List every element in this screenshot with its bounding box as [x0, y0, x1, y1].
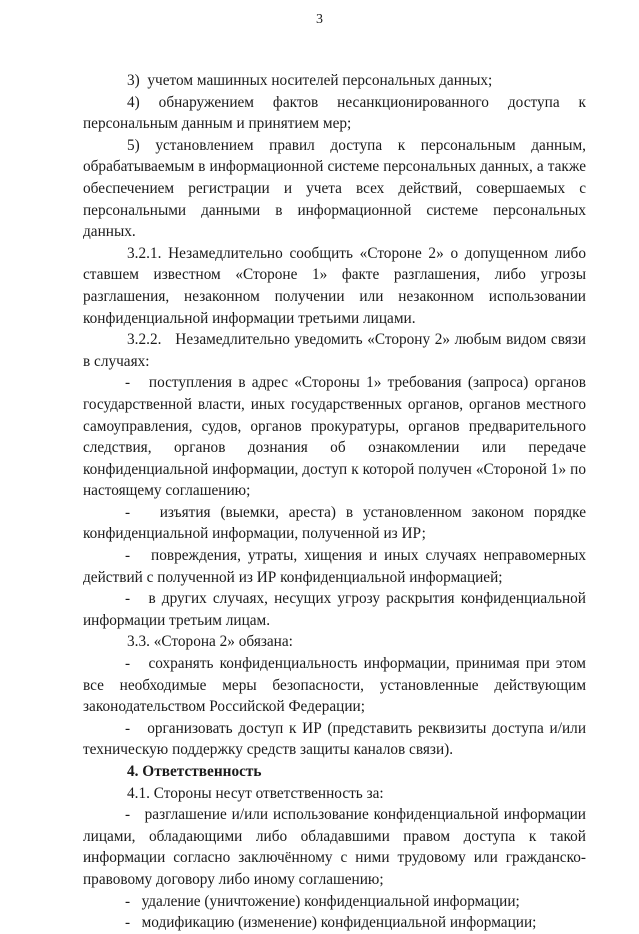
list-item-confidentiality: - сохранять конфиденциальность информации, принимая при этом все необходимые меры безопасности, установленные действующим законодательством Российской Федерации;	[83, 655, 586, 716]
paragraph-4-1: 4.1. Стороны несут ответственность за:	[127, 784, 384, 802]
list-item-disclosure: - разглашение и/или использование конфиденциальной информации лицами, обладающими либо обладавшими правом доступа к такой информации согласно заключённому с ними трудовому или гражданско-правовому договору либо иному соглашению;	[83, 806, 586, 888]
list-item-seizure: - изъятия (выемки, ареста) в установленном законом порядке конфиденциальной информации, полученной из ИР;	[83, 503, 586, 543]
section-heading-responsibility: 4. Ответственность	[127, 763, 262, 780]
paragraph-item-3: 3) учетом машинных носителей персональных данных;	[127, 72, 493, 89]
list-item-access: - организовать доступ к ИР (представить реквизиты доступа и/или техническую поддержку средств защиты каналов связи).	[83, 719, 586, 759]
paragraph-3-2-2: 3.2.2. Незамедлительно уведомить «Сторону 2» любым видом связи в случаях:	[83, 331, 586, 370]
paragraph-item-4: 4) обнаружением фактов несанкционированного доступа к персональным данным и принятием мер;	[83, 93, 586, 133]
list-item-modification: - модификацию (изменение) конфиденциальной информации;	[125, 914, 537, 932]
document-body	[83, 70, 586, 934]
page-number: 3	[316, 12, 323, 27]
paragraph-3-3: 3.3. «Сторона 2» обязана:	[127, 633, 293, 651]
list-item-request: - поступления в адрес «Стороны 1» требования (запроса) органов государственной власти, иных государственных органов, органов местного самоуправления, судов, органов прокуратуры, органов предварительного следствия, органов дознания об ознакомлении или передаче конфиденциальной информации, доступ к которой получен «Стороной 1» по настоящему соглашению;	[83, 374, 586, 500]
list-item-deletion: - удаление (уничтожение) конфиденциальной информации;	[125, 892, 520, 910]
paragraph-item-5: 5) установлением правил доступа к персональным данным, обрабатываемым в информационной системе персональных данных, а также обеспечением регистрации и учета всех действий, совершаемых с персональными данными в информационной системе персональных данных.	[83, 136, 586, 241]
list-item-damage: - повреждения, утраты, хищения и иных случаях неправомерных действий с полученной из ИР конфиденциальной информацией;	[83, 547, 586, 586]
list-item-other: - в других случаях, несущих угрозу раскрытия конфиденциальной информации третьим лицам.	[83, 590, 586, 629]
paragraph-3-2-1: 3.2.1. Незамедлительно сообщить «Стороне 2» о допущенном либо ставшем известном «Стороне 1» факте разглашения, либо угрозы разглашения, незаконном получении или незаконном использовании конфиденциальной информации третьими лицами.	[83, 244, 586, 327]
